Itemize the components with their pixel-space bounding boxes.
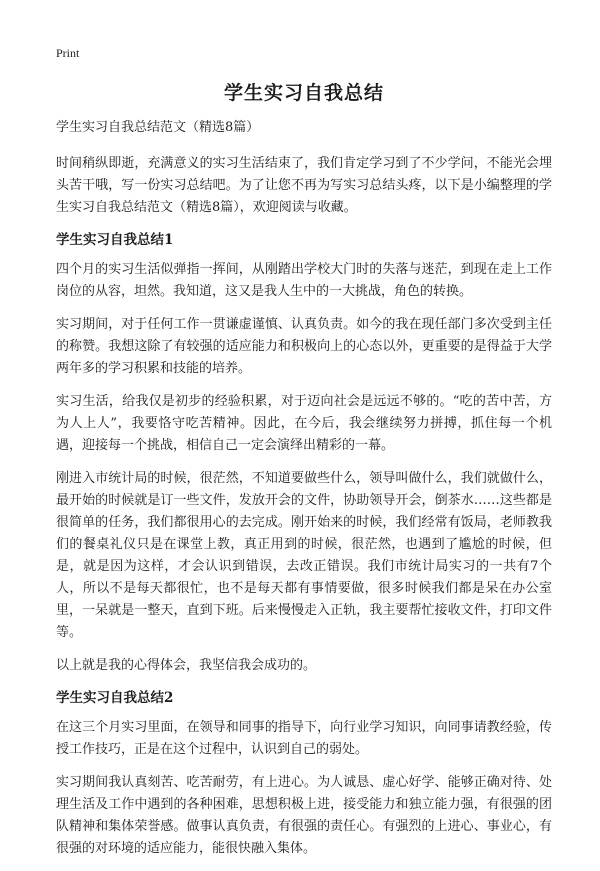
article (56, 78, 552, 871)
section-heading-2: 学生实习自我总结2 (56, 690, 174, 706)
paragraph: 实习期间我认真刻苦、吃苦耐劳，有上进心。为人诚恳、虚心好学、能够正确对待、处理生活及工作中遇到的各种困难，思想积极上进，接受能力和独立能力强，有很强的团队精神和集体荣誉感。做事认真负责，有很强的责任心。有强烈的上进心、事业心，有很强的对环境的适应能力，能很快融入集体。 (56, 775, 552, 856)
section-heading-1: 学生实习自我总结1 (56, 232, 174, 248)
paragraph: 刚进入市统计局的时候，很茫然，不知道要做些什么，领导叫做什么，我们就做什么，最开始的时候就是订一些文件，发放开会的文件，协助领导开会，倒茶水……这些都是很简单的任务，我们都很用心的去完成。刚开始来的时候，我们经常有饭局，老师教我们的餐桌礼仪只是在课堂上教，真正用到的时候，很茫然，也遇到了尴尬的时候，但是，就是因为这样，才会认识到错误，去改正错误。我们市统计局实习的一共有7个人，所以不是每天都很忙，也不是每天都有事情要做，很多时候我们都是呆在办公室里，一呆就是一整天，直到下班。后来慢慢走入正轨，我主要帮忙接收文件，打印文件等。 (56, 471, 552, 640)
paragraph: 实习期间，对于任何工作一贯谦虚谨慎、认真负责。如今的我在现任部门多次受到主任的称赞。我想这除了有较强的适应能力和积极向上的心态以外，更重要的是得益于大学两年多的学习积累和技能的培养。 (56, 317, 552, 376)
intro-paragraph: 时间稍纵即逝，充满意义的实习生活结束了，我们肯定学习到了不少学问，不能光会埋头苦干哦，写一份实习总结吧。为了让您不再为写实习总结头疼，以下是小编整理的学生实习自我总结范文（精选8篇），欢迎阅读与收藏。 (56, 156, 552, 215)
print-link[interactable]: Print (56, 46, 80, 60)
paragraph: 在这三个月实习里面，在领导和同事的指导下，向行业学习知识，向同事请教经验，传授工作技巧，正是在这个过程中，认识到自己的弱处。 (56, 720, 552, 757)
paragraph: 四个月的实习生活似弹指一挥间，从刚踏出学校大门时的失落与迷茫，到现在走上工作岗位的从容，坦然。我知道，这又是我人生中的一大挑战，角色的转换。 (56, 262, 552, 299)
page-title: 学生实习自我总结 (223, 82, 384, 104)
paragraph: 以上就是我的心得体会，我坚信我会成功的。 (56, 658, 317, 673)
paragraph: 实习生活，给我仅是初步的经验积累，对于迈向社会是远远不够的。“吃的苦中苦，方为人上人”，我要恪守吃苦精神。因此，在今后，我会继续努力拼搏，抓住每一个机遇，迎接每一个挑战，相信自己一定会演绎出精彩的一幕。 (56, 394, 552, 453)
article-subtitle: 学生实习自我总结范文（精选8篇） (56, 120, 260, 135)
